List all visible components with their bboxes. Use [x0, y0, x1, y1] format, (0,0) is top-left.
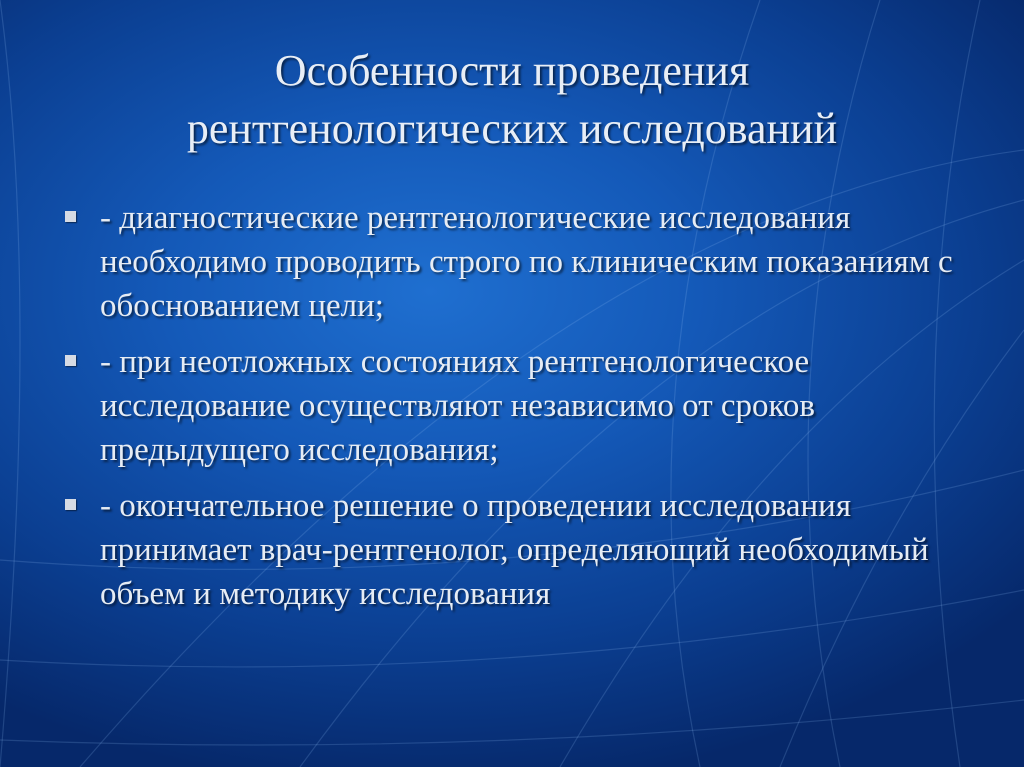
bullet-item — [60, 340, 980, 472]
square-bullet-icon — [65, 499, 76, 510]
bullet-text: - диагностические рентгенологические исследования необходимо проводить строго по клиническим показаниям с обоснованием цели; — [100, 200, 953, 324]
title-line-2: рентгенологических исследований — [186, 104, 838, 153]
bullet-item — [60, 484, 980, 616]
slide-title — [0, 42, 1024, 158]
square-bullet-icon — [65, 355, 76, 366]
bullet-list — [60, 196, 980, 628]
bullet-text: - окончательное решение о проведении исследования принимает врач-рентгенолог, определяющий необходимый объем и методику исследования — [100, 488, 929, 612]
square-bullet-icon — [65, 211, 76, 222]
bullet-item — [60, 196, 980, 328]
bullet-text: - при неотложных состояниях рентгенологическое исследование осуществляют независимо от сроков предыдущего исследования; — [100, 344, 815, 468]
title-line-1: Особенности проведения — [274, 46, 750, 95]
